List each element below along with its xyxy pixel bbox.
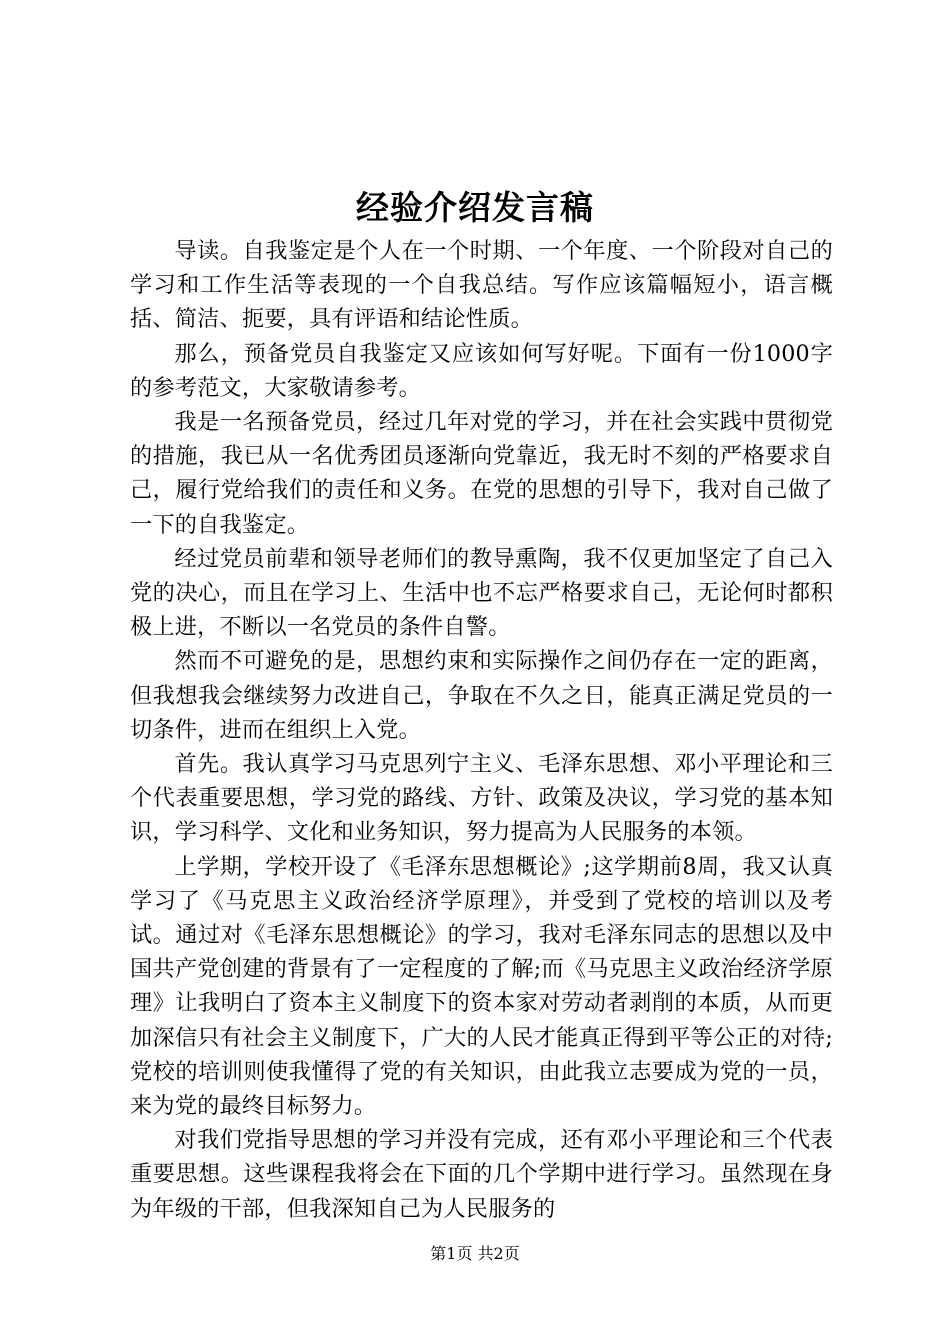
document-body [130,234,833,1226]
paragraph: 对我们党指导思想的学习并没有完成，还有邓小平理论和三个代表重要思想。这些课程我将会在下面的几个学期中进行学习。虽然现在身为年级的干部，但我深知自己为人民服务的 [130,1127,833,1222]
paragraph: 首先。我认真学习马克思列宁主义、毛泽东思想、邓小平理论和三个代表重要思想，学习党的路线、方针、政策及决议，学习党的基本知识，学习科学、文化和业务知识，努力提高为人民服务的本领。 [130,751,833,846]
paragraph: 经过党员前辈和领导老师们的教导熏陶，我不仅更加坚定了自己入党的决心，而且在学习上、生活中也不忘严格要求自己，无论何时都积极上进，不断以一名党员的条件自警。 [130,545,833,641]
paragraph: 那么，预备党员自我鉴定又应该如何写好呢。下面有一份1000字的参考范文，大家敬请参考。 [130,340,833,401]
paragraph: 我是一名预备党员，经过几年对党的学习，并在社会实践中贯彻党的措施，我已从一名优秀团员逐渐向党靠近，我无时不刻的严格要求自己，履行党给我们的责任和义务。在党的思想的引导下，我对自己做了一下的自我鉴定。 [130,409,833,538]
paragraph: 上学期，学校开设了《毛泽东思想概论》;这学期前8周，我又认真学习了《马克思主义政治经济学原理》，并受到了党校的培训以及考试。通过对《毛泽东思想概论》的学习，我对毛泽东同志的思想以及中国共产党创建的背景有了一定程度的了解;而《马克思主义政治经济学原理》让我明白了资本主义制度下的资本家对劳动者剥削的本质，从而更加深信只有社会主义制度下，广大的人民才能真正得到平等公正的对待;党校的培训则使我懂得了党的有关知识，由此我立志要成为党的一员，来为党的最终目标努力。 [130,853,833,1120]
page-number-footer: 第1页 共2页 [430,1244,520,1263]
paragraph: 导读。自我鉴定是个人在一个时期、一个年度、一个阶段对自己的学习和工作生活等表现的一个自我总结。写作应该篇幅短小，语言概括、简洁、扼要，具有评语和结论性质。 [130,238,833,333]
document-title: 经验介绍发言稿 [356,188,594,227]
paragraph: 然而不可避免的是，思想约束和实际操作之间仍存在一定的距离，但我想我会继续努力改进自己，争取在不久之日，能真正满足党员的一切条件，进而在组织上入党。 [130,648,833,743]
